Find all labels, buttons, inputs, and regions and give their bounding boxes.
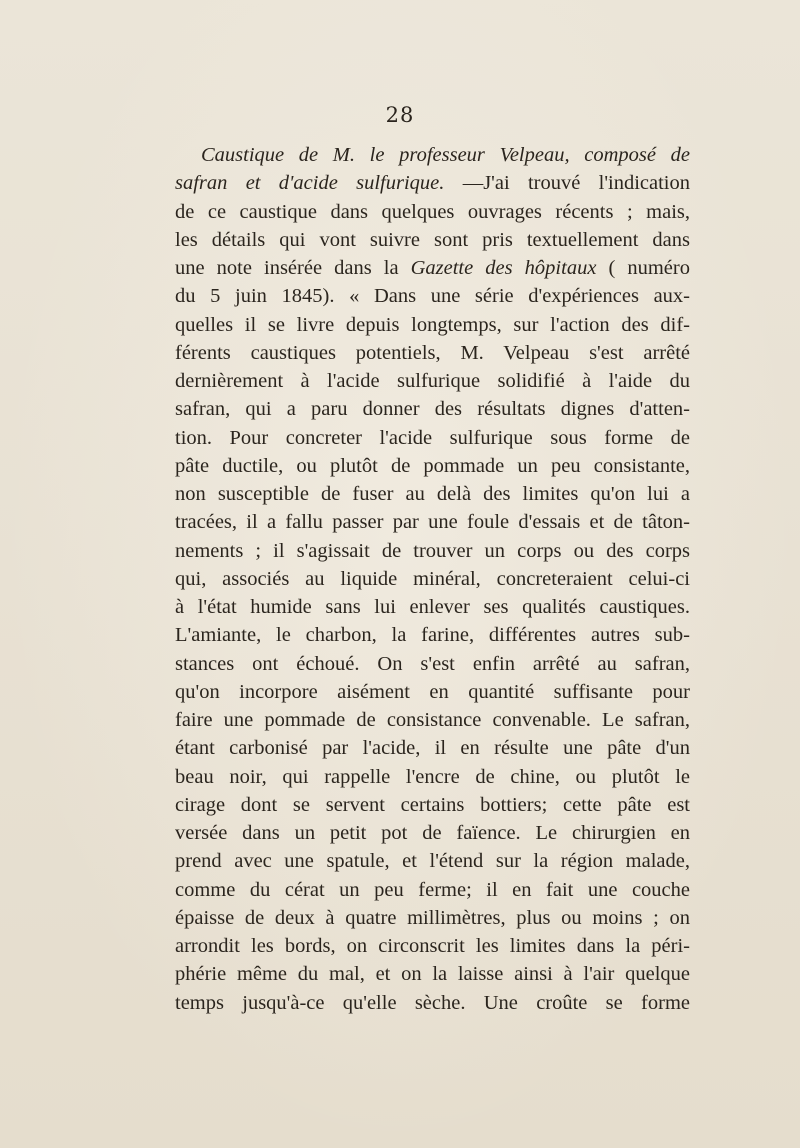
text-line xyxy=(175,254,690,282)
text-line: tion. Pour concreter l'acide sulfurique sous forme de xyxy=(175,426,690,449)
text-line: qui, associés au liquide minéral, concreteraient celui-ci xyxy=(175,567,690,590)
text-line: arrondit les bords, on circonscrit les limites dans la péri- xyxy=(175,935,690,957)
text-line: du 5 juin 1845). « Dans une série d'expériences aux- xyxy=(175,285,690,308)
text-line: cirage dont se servent certains bottiers; cette pâte est xyxy=(175,793,690,816)
page-number: 28 xyxy=(385,103,415,127)
text-line: étant carbonisé par l'acide, il en résulte une pâte d'un xyxy=(175,737,690,760)
text-roman: une note insérée dans la xyxy=(175,257,411,279)
text-line: de ce caustique dans quelques ouvrages récents ; mais, xyxy=(175,200,690,223)
text-roman: —J'ai trouvé l'indication xyxy=(444,172,690,195)
text-line xyxy=(175,141,690,169)
text-line: safran, qui a paru donner des résultats dignes d'atten- xyxy=(175,398,690,421)
text-line: comme du cérat un peu ferme; il en fait une couche xyxy=(175,878,690,901)
text-line: les détails qui vont suivre sont pris textuellement dans xyxy=(175,228,690,251)
text-line: versée dans un petit pot de faïence. Le chirurgien en xyxy=(175,822,690,844)
text-line: non susceptible de fuser au delà des limites qu'on lui a xyxy=(175,483,690,505)
text-line: épaisse de deux à quatre millimètres, plus ou moins ; on xyxy=(175,906,690,929)
text-line: dernièrement à l'acide sulfurique solidifié à l'aide du xyxy=(175,370,690,392)
text-line: tracées, il a fallu passer par une foule d'essais et de tâton- xyxy=(175,511,690,534)
text-line: prend avec une spatule, et l'étend sur la région malade, xyxy=(175,850,690,873)
text-line: qu'on incorpore aisément en quantité suffisante pour xyxy=(175,680,690,703)
text-line: férents caustiques potentiels, M. Velpeau s'est arrêté xyxy=(175,341,690,364)
text-line: stances ont échoué. On s'est enfin arrêté au safran, xyxy=(175,652,690,675)
text-line: à l'état humide sans lui enlever ses qualités caustiques. xyxy=(175,596,690,618)
text-line xyxy=(175,169,690,197)
text-line: temps jusqu'à-ce qu'elle sèche. Une croûte se forme xyxy=(175,991,690,1014)
text-line: L'amiante, le charbon, la farine, différentes autres sub- xyxy=(175,624,690,647)
text-italic: safran et d'acide sulfurique. xyxy=(175,172,445,195)
text-line: phérie même du mal, et on la laisse ainsi à l'air quelque xyxy=(175,963,690,986)
text-italic: Caustique de M. le professeur Velpeau, composé de xyxy=(201,144,690,166)
body-text xyxy=(175,141,690,1017)
text-roman: ( numéro xyxy=(596,257,690,279)
text-line: pâte ductile, ou plutôt de pommade un peu consistante, xyxy=(175,454,690,477)
text-line: quelles il se livre depuis longtemps, sur l'action des dif- xyxy=(175,313,690,336)
text-line: faire une pommade de consistance convenable. Le safran, xyxy=(175,709,690,731)
text-line: nements ; il s'agissait de trouver un corps ou des corps xyxy=(175,539,690,562)
text-italic: Gazette des hôpitaux xyxy=(410,257,597,279)
text-line: beau noir, qui rappelle l'encre de chine, ou plutôt le xyxy=(175,765,690,788)
